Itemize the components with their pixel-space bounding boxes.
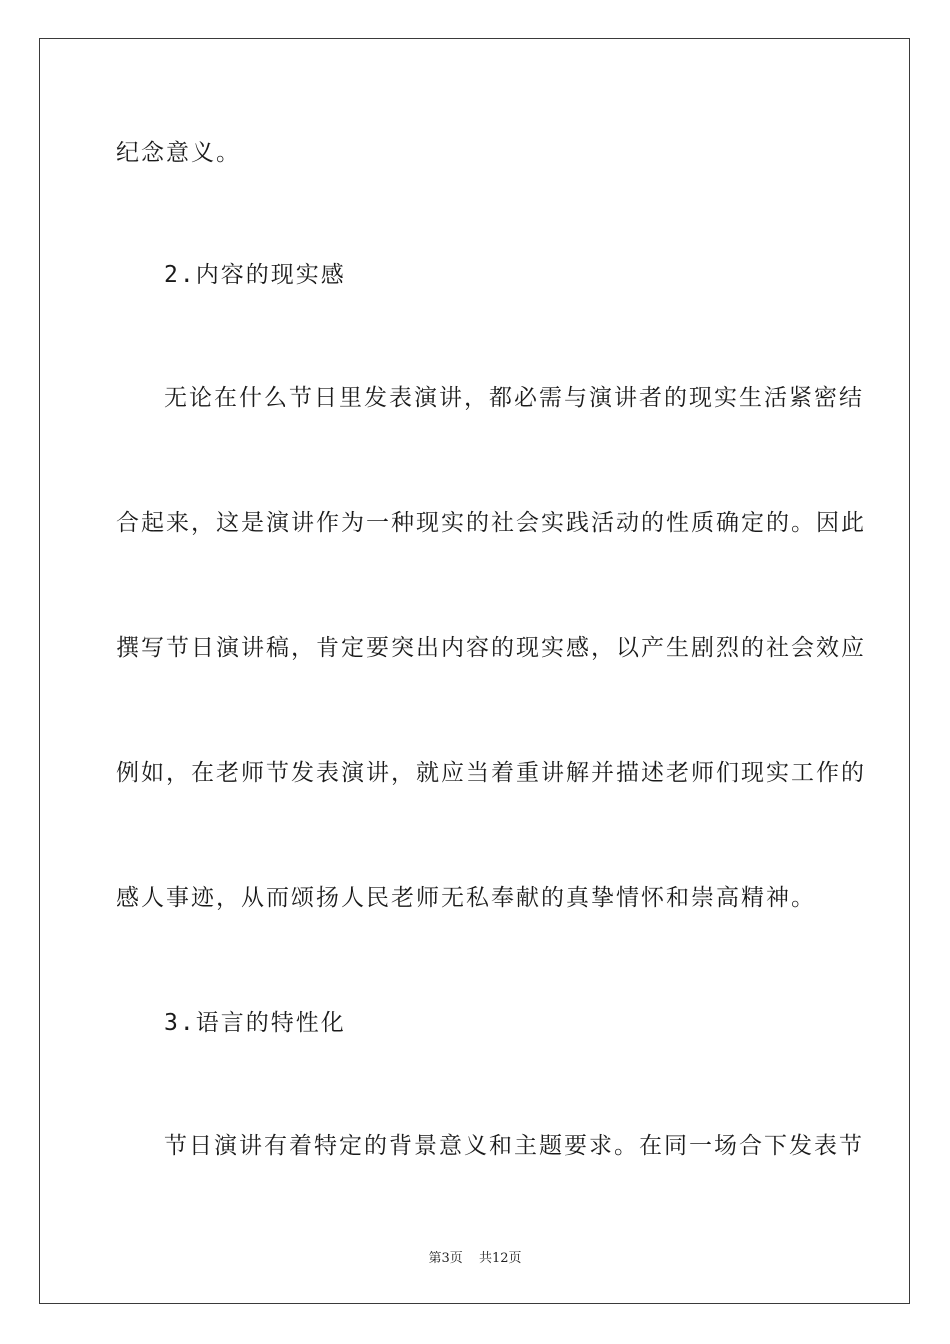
page-border <box>39 38 910 1304</box>
text-line: 无论在什么节日里发表演讲，都必需与演讲者的现实生活紧密结 <box>164 385 864 411</box>
text-line: 节日演讲有着特定的背景意义和主题要求。在同一场合下发表节 <box>164 1133 864 1159</box>
text-line: 例如，在老师节发表演讲，就应当着重讲解并描述老师们现实工作的 <box>116 760 866 786</box>
page-footer <box>0 1247 950 1266</box>
text-line: 纪念意义。 <box>116 140 241 166</box>
page-number: 第3页 <box>428 1251 463 1266</box>
text-line: 合起来，这是演讲作为一种现实的社会实践活动的性质确定的。因此 <box>116 510 866 536</box>
section-heading: 3.语言的特性化 <box>164 1010 346 1036</box>
section-heading: 2.内容的现实感 <box>164 262 346 288</box>
text-line: 感人事迹，从而颂扬人民老师无私奉献的真挚情怀和崇高精神。 <box>116 885 816 911</box>
text-line: 撰写节日演讲稿，肯定要突出内容的现实感，以产生剧烈的社会效应 <box>116 635 866 661</box>
page-total: 共12页 <box>478 1251 522 1266</box>
